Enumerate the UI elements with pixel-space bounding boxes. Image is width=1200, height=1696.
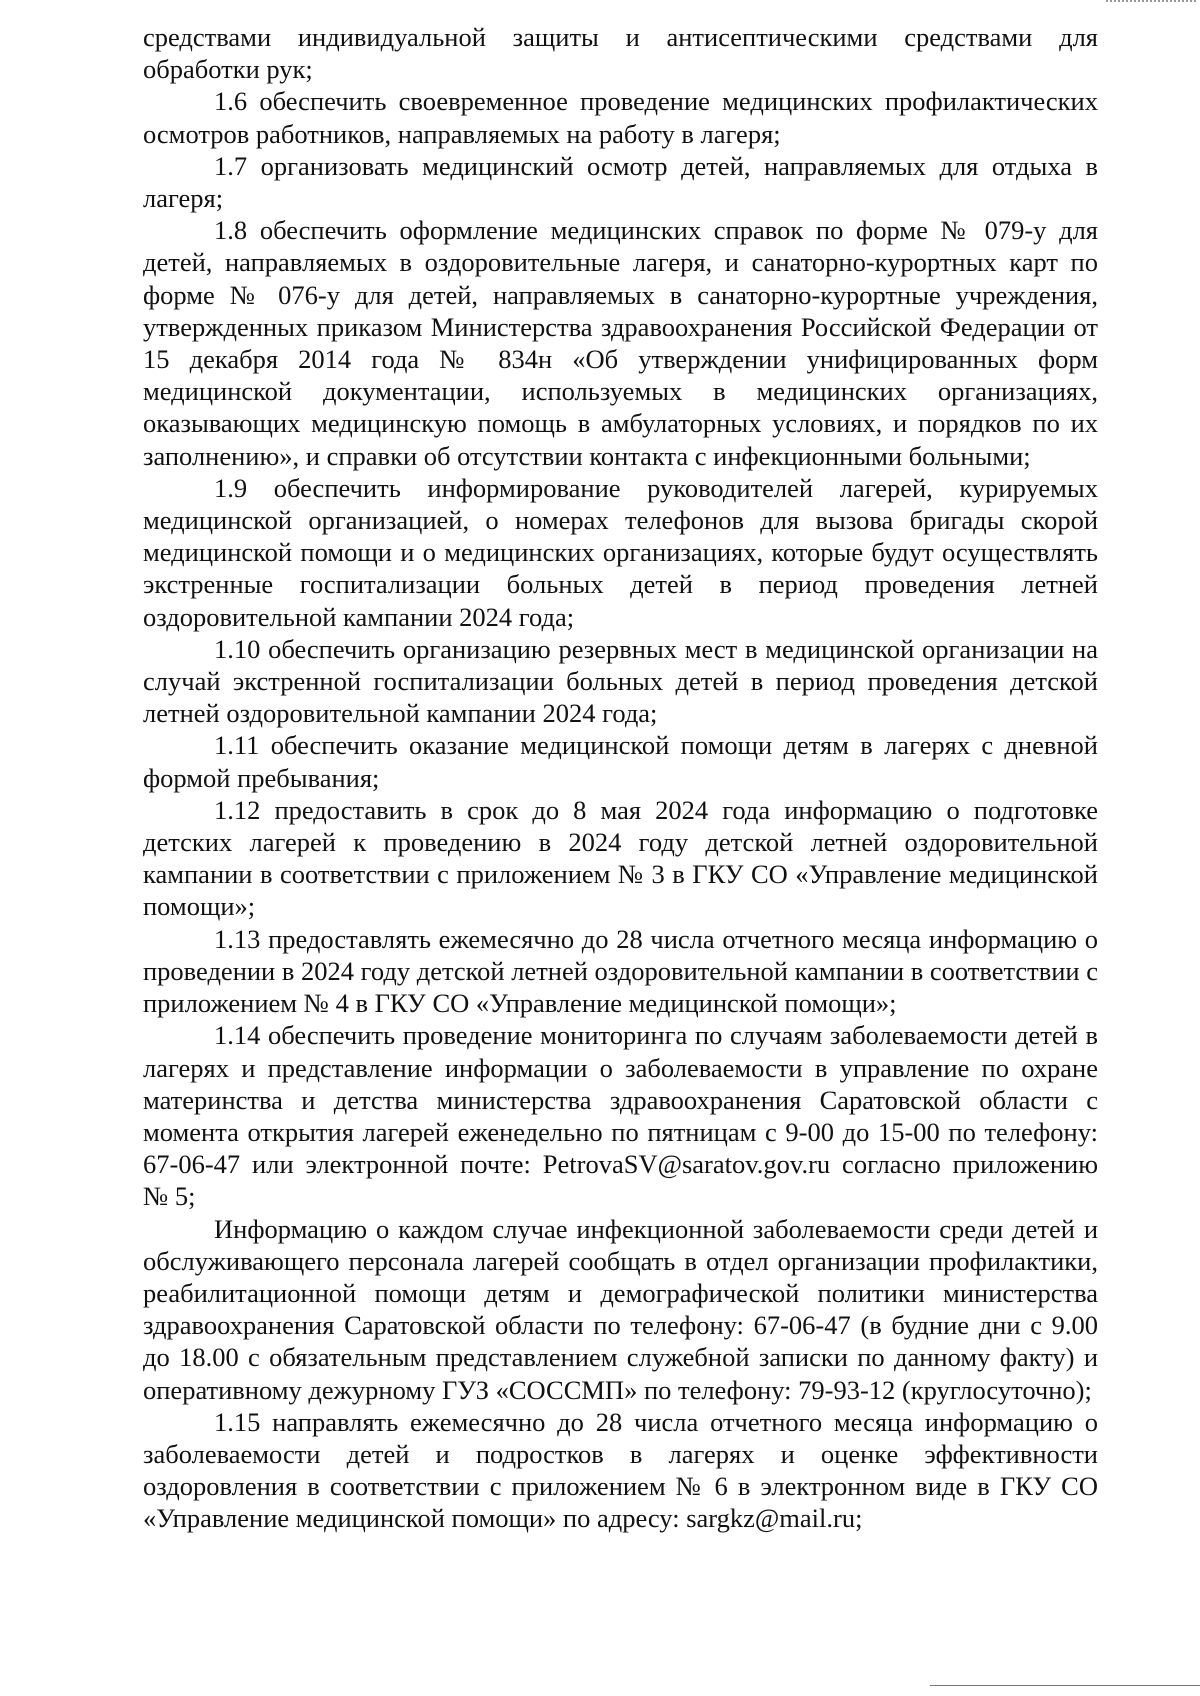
- scan-artifact-bottom: [930, 1685, 1200, 1686]
- paragraph-1-10: 1.10 обеспечить организацию резервных мест в медицинской организации на случай экстренной госпитализации больных детей в период проведения детской летней оздоровительной кампании 2024 года;: [143, 633, 1098, 729]
- paragraph-1-15: 1.15 направлять ежемесячно до 28 числа отчетного месяца информацию о заболеваемости детей и подростков в лагерях и оценке эффективности оздоровления в соответствии с приложением № 6 в электронном виде в ГКУ СО «Управление медицинской помощи» по адресу: sargkz@mail.ru;: [143, 1406, 1098, 1534]
- paragraph-1-8: 1.8 обеспечить оформление медицинских справок по форме № 079-у для детей, направляемых в оздоровительные лагеря, и санаторно-курортных карт по форме № 076-у для детей, направляемых в санаторно-курортные учреждения, утвержденных приказом Министерства здравоохранения Российской Федерации от 15 декабря 2014 года № 834н «Об утверждении унифицированных форм медицинской документации, используемых в медицинских организациях, оказывающих медицинскую помощь в амбулаторных условиях, и порядков по их заполнению», и справки об отсутствии контакта с инфекционными больными;: [143, 215, 1098, 471]
- paragraph-1-14: 1.14 обеспечить проведение мониторинга по случаям заболеваемости детей в лагерях и представление информации о заболеваемости в управление по охране материнства и детства министерства здравоохранения Саратовской области с момента открытия лагерей еженедельно по пятницам с 9-00 до 15-00 по телефону: 67-06-47 или электронной почте: PetrovaSV@saratov.gov.ru согласно приложению № 5;: [143, 1020, 1098, 1212]
- scan-artifact-top: [1106, 0, 1196, 5]
- paragraph-infection-reporting: Информацию о каждом случае инфекционной заболеваемости среди детей и обслуживающего персонала лагерей сообщать в отдел организации профилактики, реабилитационной помощи детям и демографической политики министерства здравоохранения Саратовской области по телефону: 67-06-47 (в будние дни с 9.00 до 18.00 с обязательным представлением служебной записки по данному факту) и оперативному дежурному ГУЗ «СОССМП» по телефону: 79-93-12 (круглосуточно);: [143, 1213, 1098, 1405]
- paragraph-continuation: средствами индивидуальной защиты и антисептическими средствами для обработки рук;: [143, 22, 1098, 85]
- document-body: [143, 21, 1098, 1535]
- paragraph-1-9: 1.9 обеспечить информирование руководителей лагерей, курируемых медицинской организацией, о номерах телефонов для вызова бригады скорой медицинской помощи и о медицинских организациях, которые будут осуществлять экстренные госпитализации больных детей в период проведения летней оздоровительной кампании 2024 года;: [143, 472, 1098, 632]
- paragraph-1-12: 1.12 предоставить в срок до 8 мая 2024 года информацию о подготовке детских лагерей к проведению в 2024 году детской летней оздоровительной кампании в соответствии с приложением № 3 в ГКУ СО «Управление медицинской помощи»;: [143, 794, 1098, 922]
- paragraph-1-11: 1.11 обеспечить оказание медицинской помощи детям в лагерях с дневной формой пребывания;: [143, 730, 1098, 793]
- paragraph-1-6: 1.6 обеспечить своевременное проведение медицинских профилактических осмотров работников, направляемых на работу в лагеря;: [143, 86, 1098, 149]
- paragraph-1-7: 1.7 организовать медицинский осмотр детей, направляемых для отдыха в лагеря;: [143, 150, 1098, 214]
- paragraph-1-13: 1.13 предоставлять ежемесячно до 28 числа отчетного месяца информацию о проведении в 2024 году детской летней оздоровительной кампании в соответствии с приложением № 4 в ГКУ СО «Управление медицинской помощи»;: [143, 923, 1098, 1019]
